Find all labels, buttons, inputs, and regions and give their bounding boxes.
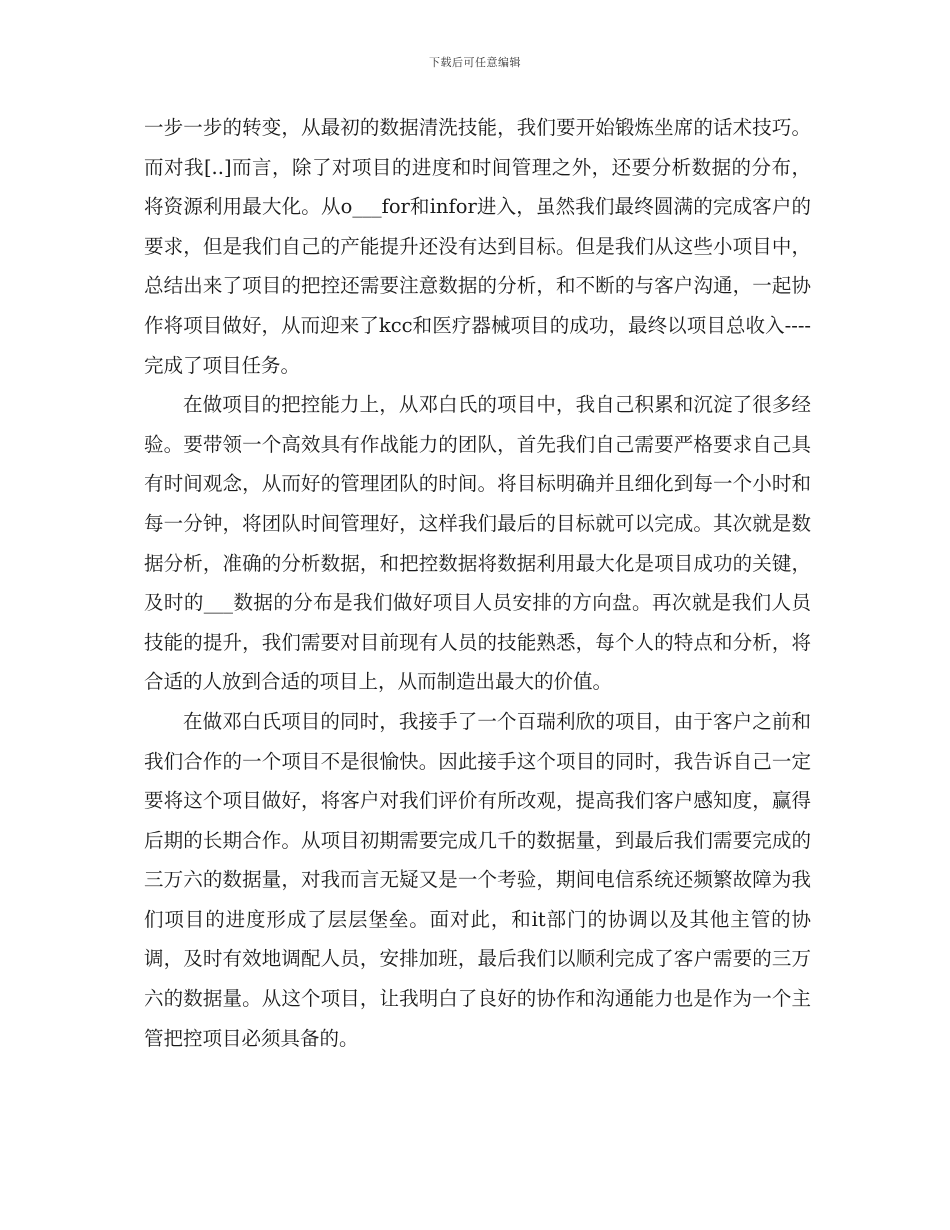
paragraph-continuation: 一步一步的转变，从最初的数据清洗技能，我们要开始锻炼坐席的话术技巧。而对我[..]而言，除了对项目的进度和时间管理之外，还要分析数据的分布，将资源利用最大化。从o___for和infor进入，虽然我们最终圆满的完成客户的要求，但是我们自己的产能提升还没有达到目标。但是我们从这些小项目中，总结出来了项目的把控还需要注意数据的分析，和不断的与客户沟通，一起协作将项目做好，从而迎来了kcc和医疗器械项目的成功，最终以项目总收入----完成了项目任务。 [144, 116, 811, 377]
paragraph-bairui-project: 在做邓白氏项目的同时，我接手了一个百瑞利欣的项目，由于客户之前和我们合作的一个项目不是很愉快。因此接手这个项目的同时，我告诉自己一定要将这个项目做好，将客户对我们评价有所改观，提高我们客户感知度，赢得后期的长期合作。从项目初期需要完成几千的数据量，到最后我们需要完成的三万六的数据量，对我而言无疑又是一个考验，期间电信系统还频繁故障为我们项目的进度形成了层层堡垒。面对此，和it部门的协调以及其他主管的协调，及时有效地调配人员，安排加班，最后我们以顺利完成了客户需要的三万六的数据量。从这个项目，让我明白了良好的协作和沟通能力也是作为一个主管把控项目必须具备的。 [144, 709, 811, 1050]
paragraph-project-control: 在做项目的把控能力上，从邓白氏的项目中，我自己积累和沉淀了很多经验。要带领一个高效具有作战能力的团队，首先我们自己需要严格要求自己具有时间观念，从而好的管理团队的时间。将目标明确并且细化到每一个小时和每一分钟，将团队时间管理好，这样我们最后的目标就可以完成。其次就是数据分析，准确的分析数据，和把控数据将数据利用最大化是项目成功的关键，及时的___数据的分布是我们做好项目人员安排的方向盘。再次就是我们人员技能的提升，我们需要对目前现有人员的技能熟悉，每个人的特点和分析，将合适的人放到合适的项目上，从而制造出最大的价值。 [144, 393, 811, 694]
document-body [144, 108, 811, 1058]
page-header: 下载后可任意编辑 [429, 56, 521, 69]
